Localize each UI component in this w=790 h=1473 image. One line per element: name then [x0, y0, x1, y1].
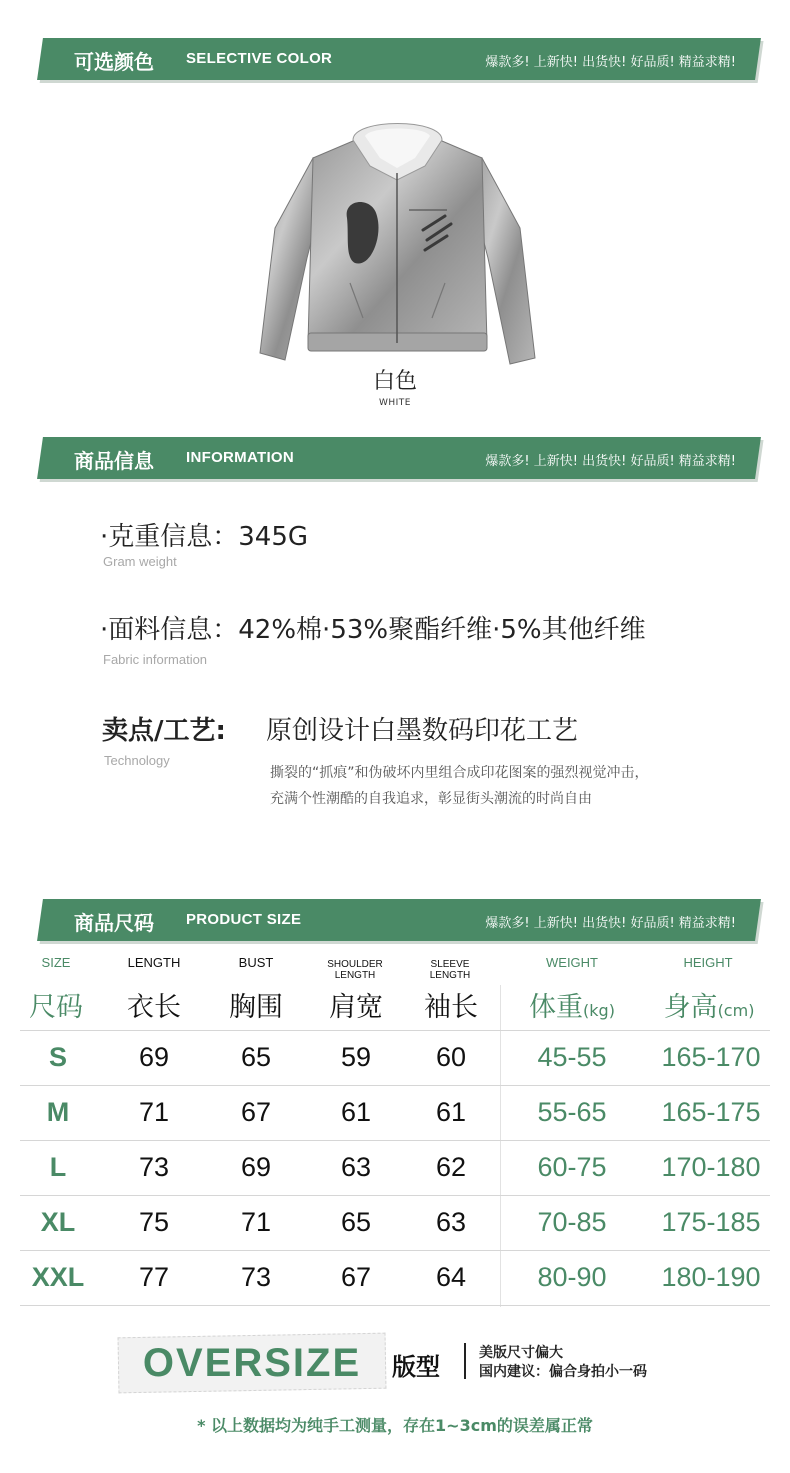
table-row-divider	[20, 1140, 770, 1141]
cell-bust: 73	[240, 1262, 272, 1292]
technology-label: 卖点/工艺:	[102, 716, 226, 746]
technology-sub: Technology	[104, 753, 170, 768]
cell-weight: 60-75	[537, 1152, 607, 1182]
fabric-value: 42%棉·53%聚酯纤维·5%其他纤维	[238, 615, 646, 645]
header-size-en: SIZE	[41, 955, 71, 970]
table-row-divider	[20, 1305, 770, 1306]
column-divider	[500, 985, 501, 1307]
header-length-cn: 衣长	[127, 992, 181, 1023]
cell-bust: 67	[240, 1097, 272, 1127]
section-banner-size	[40, 899, 758, 941]
header-height-cn	[648, 985, 770, 1024]
header-bust-en: BUST	[238, 955, 274, 970]
gram-weight-sub: Gram weight	[103, 554, 177, 569]
header-height-unit: (cm)	[717, 1001, 755, 1020]
gram-weight-value: 345G	[238, 522, 309, 552]
cell-length: 77	[138, 1262, 170, 1292]
banner-title-cn: 商品尺码	[74, 911, 154, 935]
header-height-cn-text: 身高	[663, 992, 718, 1023]
fabric-label: ·面料信息：	[100, 615, 239, 645]
cell-weight: 45-55	[537, 1042, 607, 1072]
banner-title-en: PRODUCT SIZE	[186, 911, 302, 928]
cell-sleeve: 63	[435, 1207, 467, 1237]
cell-height: 180-190	[661, 1262, 761, 1292]
technology-value: 原创设计白墨数码印花工艺	[266, 716, 579, 746]
banner-title-cn: 可选颜色	[74, 50, 154, 74]
cell-size: M	[46, 1097, 70, 1127]
cell-size: L	[49, 1152, 67, 1182]
cell-shoulder: 65	[340, 1207, 372, 1237]
header-weight-en: WEIGHT	[546, 955, 598, 970]
cell-height: 175-185	[661, 1207, 761, 1237]
cell-height: 165-175	[661, 1097, 761, 1127]
oversize-badge-text: OVERSIZE	[142, 1341, 362, 1385]
section-banner-info	[40, 437, 758, 479]
cell-length: 73	[138, 1152, 170, 1182]
cell-bust: 65	[240, 1042, 272, 1072]
fit-note-2: 国内建议：偏合身拍小一码	[479, 1364, 647, 1380]
cell-weight: 55-65	[537, 1097, 607, 1127]
cell-size: S	[48, 1042, 67, 1072]
cell-length: 75	[138, 1207, 170, 1237]
header-shoulder-cn: 肩宽	[329, 992, 383, 1023]
section-banner-color	[40, 38, 758, 80]
cell-length: 71	[138, 1097, 170, 1127]
banner-slogan: 爆款多! 上新快! 出货快! 好品质! 精益求精!	[485, 916, 736, 931]
cell-shoulder: 67	[340, 1262, 372, 1292]
banner-title-en: SELECTIVE COLOR	[186, 50, 333, 67]
hoodie-product-image	[255, 118, 540, 370]
cell-weight: 70-85	[537, 1207, 607, 1237]
header-bust-cn: 胸围	[229, 992, 283, 1023]
gram-weight-label: ·克重信息：	[100, 522, 239, 552]
header-length-en: LENGTH	[127, 955, 181, 970]
banner-title-cn: 商品信息	[74, 449, 154, 473]
header-sleeve-en: SLEEVE LENGTH	[429, 959, 471, 981]
cell-size: XXL	[31, 1262, 85, 1292]
cell-sleeve: 61	[435, 1097, 467, 1127]
table-row-divider	[20, 1195, 770, 1196]
header-weight-cn	[512, 985, 632, 1024]
cell-shoulder: 63	[340, 1152, 372, 1182]
banner-slogan: 爆款多! 上新快! 出货快! 好品质! 精益求精!	[485, 454, 736, 469]
technology-desc-line2: 充满个性潮酷的自我追求，彰显街头潮流的时尚自由	[270, 791, 592, 807]
header-size-cn: 尺码	[29, 992, 83, 1023]
gram-weight-line	[100, 516, 308, 553]
cell-sleeve: 64	[435, 1262, 467, 1292]
table-row-divider	[20, 1250, 770, 1251]
fabric-sub: Fabric information	[103, 652, 208, 667]
cell-sleeve: 60	[435, 1042, 467, 1072]
technology-desc-line1: 撕裂的“抓痕”和伪破坏内里组合成印花图案的强烈视觉冲击，	[270, 765, 649, 781]
header-weight-cn-text: 体重	[529, 992, 584, 1023]
header-sleeve-cn: 袖长	[424, 992, 478, 1023]
color-option-name-en: WHITE	[378, 398, 411, 408]
fit-label: 版型	[392, 1353, 440, 1381]
cell-length: 69	[138, 1042, 170, 1072]
cell-weight: 80-90	[537, 1262, 607, 1292]
color-option-name: 白色	[372, 369, 417, 394]
oversize-badge	[118, 1335, 386, 1391]
table-row-divider	[20, 1030, 770, 1031]
measurement-footnote: * 以上数据均为纯手工测量，存在1~3cm的误差属正常	[197, 1416, 593, 1435]
cell-height: 170-180	[661, 1152, 761, 1182]
header-shoulder-en: SHOULDER LENGTH	[327, 959, 383, 981]
header-weight-unit: (kg)	[583, 1001, 615, 1020]
cell-bust: 71	[240, 1207, 272, 1237]
fabric-line	[100, 609, 646, 646]
banner-slogan: 爆款多! 上新快! 出货快! 好品质! 精益求精!	[485, 55, 736, 70]
cell-shoulder: 59	[340, 1042, 372, 1072]
cell-sleeve: 62	[435, 1152, 467, 1182]
fit-note-1: 美版尺寸偏大	[479, 1345, 563, 1361]
banner-title-en: INFORMATION	[186, 449, 295, 466]
table-row-divider	[20, 1085, 770, 1086]
fit-divider	[464, 1343, 466, 1379]
cell-height: 165-170	[661, 1042, 761, 1072]
cell-bust: 69	[240, 1152, 272, 1182]
cell-shoulder: 61	[340, 1097, 372, 1127]
header-height-en: HEIGHT	[683, 955, 733, 970]
cell-size: XL	[40, 1207, 76, 1237]
